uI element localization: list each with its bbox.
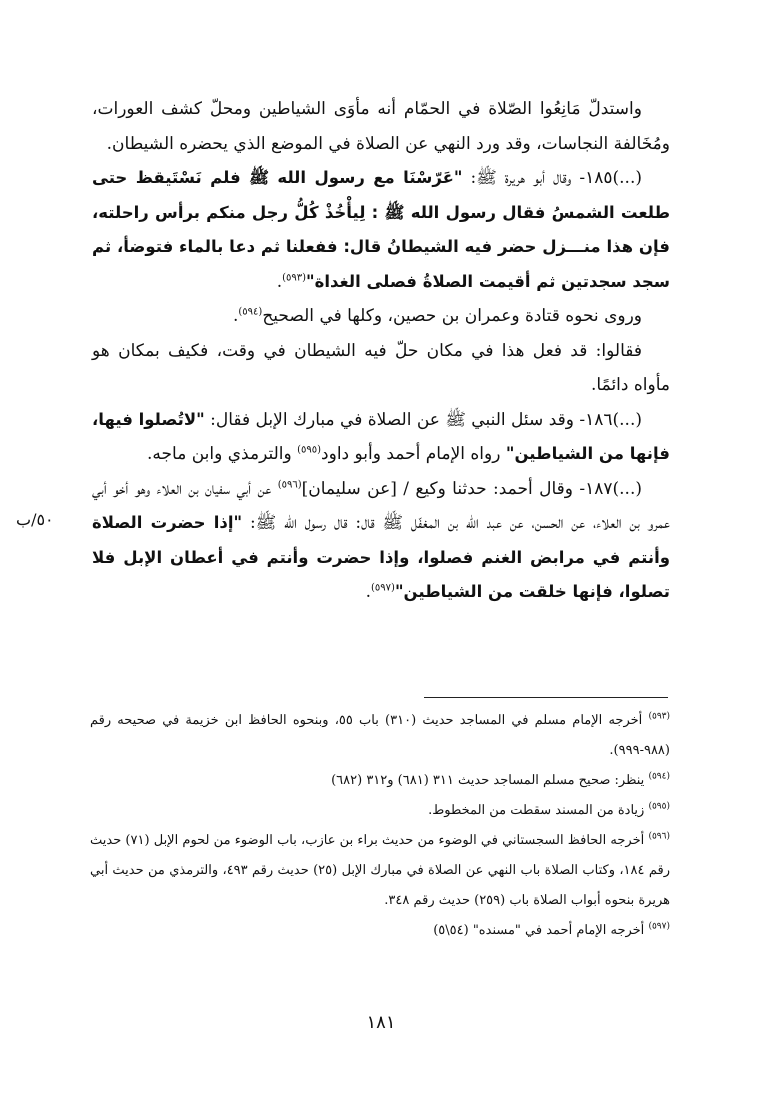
hadith-185-text: "عَرّسْنَا مع رسول الله ﷺ فلم نَسْتَيقظ حتى طلعت الشمسُ فقال رسول الله ﷺ : لِيأْخُذْ كُلُّ رجل منكم برأس راحلته، فإن هذا منـــزل حضر فيه الشيطانُ قال: ففعلنا ثم دعا بالماء فتوضأ، ثم سجد سجدتين ثم أقيمت الصلاةُ فصلى الغداة" — [92, 168, 670, 291]
hadith-187: (...)١٨٧- وقال أحمد: حدثنا وكيع / [عن سليمان]$^{(٥٩٦)}$ عن أبي سفيان بن العلاء وهو أخو أبي عمرو بن العلاء، عن الحسن، عن عبد الله بن المغفّل ﷺ قال: قال رسول الله ﷺ: "إذا حضرت الصلاة وأنتم في مرابض الغنم فصلوا، وإذا حضرت وأنتم في أعطان الإبل فلا تصلوا، فإنها خلقت من الشياطين"$^{(٥٩٧)}$. — [92, 478, 670, 602]
footnote-number: (٥٩٥) — [648, 801, 670, 812]
footnote-number: (٥٩٦) — [648, 831, 670, 842]
footnote-ref-595[interactable]: (٥٩٥) — [297, 444, 322, 456]
footnote-number: (٥٩٧) — [648, 921, 670, 932]
footnote-number: (٥٩٤) — [648, 771, 670, 782]
footnote-text: أخرجه الإمام أحمد في "مسنده" (٥٤\٥) — [433, 923, 645, 938]
footnote-text: ينظر: صحيح مسلم المساجد حديث ٣١١ (٦٨١) و٣١٢ (٦٨٢) — [331, 773, 645, 788]
footnote-597 — [90, 916, 670, 946]
footnote-text: أخرجه الحافظ السجستاني في الوضوء من حديث براء بن عازب، باب الوضوء من لحوم الإبل (٧١) حديث رقم ١٨٤، وكتاب الصلاة باب النهي عن الصلاة في مبارك الإبل (٢٥) حديث رقم ٤٩٣، والترمذي من حديث أبي هريرة بنحوه أبواب الصلاة باب (٢٥٩) حديث رقم ٣٤٨. — [90, 833, 670, 908]
manuscript-folio-note: ٥٠/ب — [16, 510, 54, 529]
footnote-text: زيادة من المسند سقطت من المخطوط. — [428, 803, 645, 818]
footnotes — [90, 706, 670, 946]
hadith-187-text: "إذا حضرت الصلاة وأنتم في مرابض الغنم فصلوا، وإذا حضرت وأنتم في أعطان الإبل فلا تصلوا، فإنها خلقت من الشياطين" — [92, 513, 670, 601]
hadith-186-text: "لاتُصلوا فيها، فإنها من الشياطين" — [92, 409, 670, 463]
footnote-ref-597[interactable]: (٥٩٧) — [371, 582, 395, 594]
narration-note-text: وروى نحوه قتادة وعمران بن حصين، وكلها في الصحيح — [262, 306, 642, 326]
paragraph-intro: واستدلّ مَانِعُوا الصّلاة في الحمّام أنه مأوَى الشياطين ومحلّ كشف العورات، ومُخَالفة النجاسات، وقد ورد النهي عن الصلاة في الموضع الذي يحضره الشيطان. — [92, 99, 670, 154]
footnote-ref-594[interactable]: (٥٩٤) — [238, 306, 263, 318]
footnote-number: (٥٩٣) — [648, 711, 671, 722]
hadith-185: (...)١٨٥- وقال أبو هريرة ﷺ: "عَرّسْنَا مع رسول الله ﷺ فلم نَسْتَيقظ حتى طلعت الشمسُ فقال رسول الله ﷺ : لِيأْخُذْ كُلُّ رجل منكم برأس راحلته، فإن هذا منـــزل حضر فيه الشيطانُ قال: ففعلنا ثم دعا بالماء فتوضأ، ثم سجد سجدتين ثم أقيمت الصلاةُ فصلى الغداة"$^{(٥٩٣)}$. — [92, 168, 670, 292]
narration-note: وروى نحوه قتادة وعمران بن حصين، وكلها في الصحيح$^{(٥٩٤)}$. — [232, 306, 642, 326]
hadith-187-chain: عن أبي سفيان بن العلاء وهو أخو أبي عمرو بن العلاء، عن الحسن، عن عبد الله بن المغفّل ﷺ قال: قال رسول الله ﷺ: — [92, 478, 670, 533]
footnote-596 — [90, 826, 670, 916]
hadith-185-intro: (...)١٨٥- وقال أبو هريرة ﷺ: — [462, 168, 642, 188]
footnote-divider — [424, 697, 668, 698]
footnote-594 — [90, 766, 670, 796]
hadith-186-tail: والترمذي وابن ماجه. — [147, 444, 298, 464]
hadith-186-after: رواه الإمام أحمد وأبو داود — [321, 444, 506, 464]
hadith-186 — [92, 403, 670, 472]
footnote-595 — [90, 796, 670, 826]
argument-paragraph: فقالوا: قد فعل هذا في مكان حلّ فيه الشيطان في وقت، فكيف بمكان هو مأواه دائمًا. — [92, 340, 670, 395]
hadith-187-intro: (...)١٨٧- وقال أحمد: حدثنا وكيع / [عن سليمان] — [301, 478, 642, 499]
footnote-ref-593[interactable]: (٥٩٣) — [282, 271, 307, 283]
page-number: ١٨١ — [366, 1012, 396, 1033]
footnote-593 — [90, 706, 670, 766]
footnote-ref-596[interactable]: (٥٩٦) — [277, 478, 302, 490]
footnote-text: أخرجه الإمام مسلم في المساجد حديث (٣١٠) باب ٥٥، وبنحوه الحافظ ابن خزيمة في صحيحه رقم (٩٨٨-٩٩٩). — [90, 713, 670, 758]
main-text — [92, 92, 670, 610]
hadith-186-intro: (...)١٨٦- وقد سئل النبي ﷺ عن الصلاة في مبارك الإبل فقال: — [204, 409, 642, 430]
